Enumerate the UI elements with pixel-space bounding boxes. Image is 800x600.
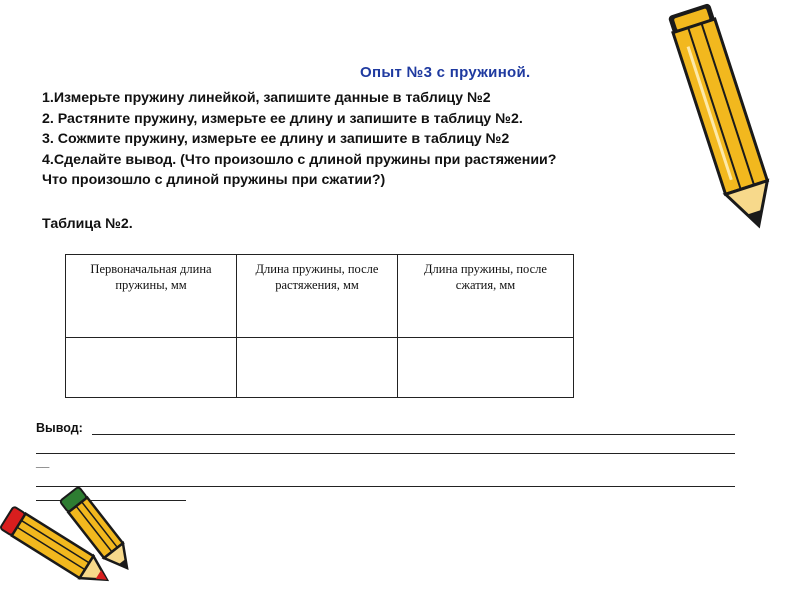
instruction-4: 4.Сделайте вывод. (Что произошло с длиной пружины при растяжении?: [42, 151, 557, 168]
header-compressed-length: Длина пружины, после сжатия, мм: [398, 255, 574, 338]
table-caption: Таблица №2.: [42, 216, 133, 232]
instruction-1: 1.Измерьте пружину линейкой, запишите данные в таблицу №2: [42, 90, 491, 106]
instruction-2: 2. Растяните пружину, измерьте ее длину и запишите в таблицу №2.: [42, 110, 523, 127]
conclusion-short-mark: __: [36, 455, 50, 469]
instruction-5: Что произошло с длиной пружины при сжатии?): [42, 172, 386, 189]
pencil-icon-right: [668, 3, 780, 232]
page-title: Опыт №3 с пружиной.: [360, 64, 531, 81]
instruction-3: 3. Сожмите пружину, измерьте ее длину и запишите в таблицу №2: [42, 131, 510, 148]
header-initial-length: Первоначальная длина пружины, мм: [66, 255, 237, 338]
header-stretched-length: Длина пружины, после растяжения, мм: [237, 255, 398, 338]
conclusion-label: Вывод:: [36, 421, 83, 435]
